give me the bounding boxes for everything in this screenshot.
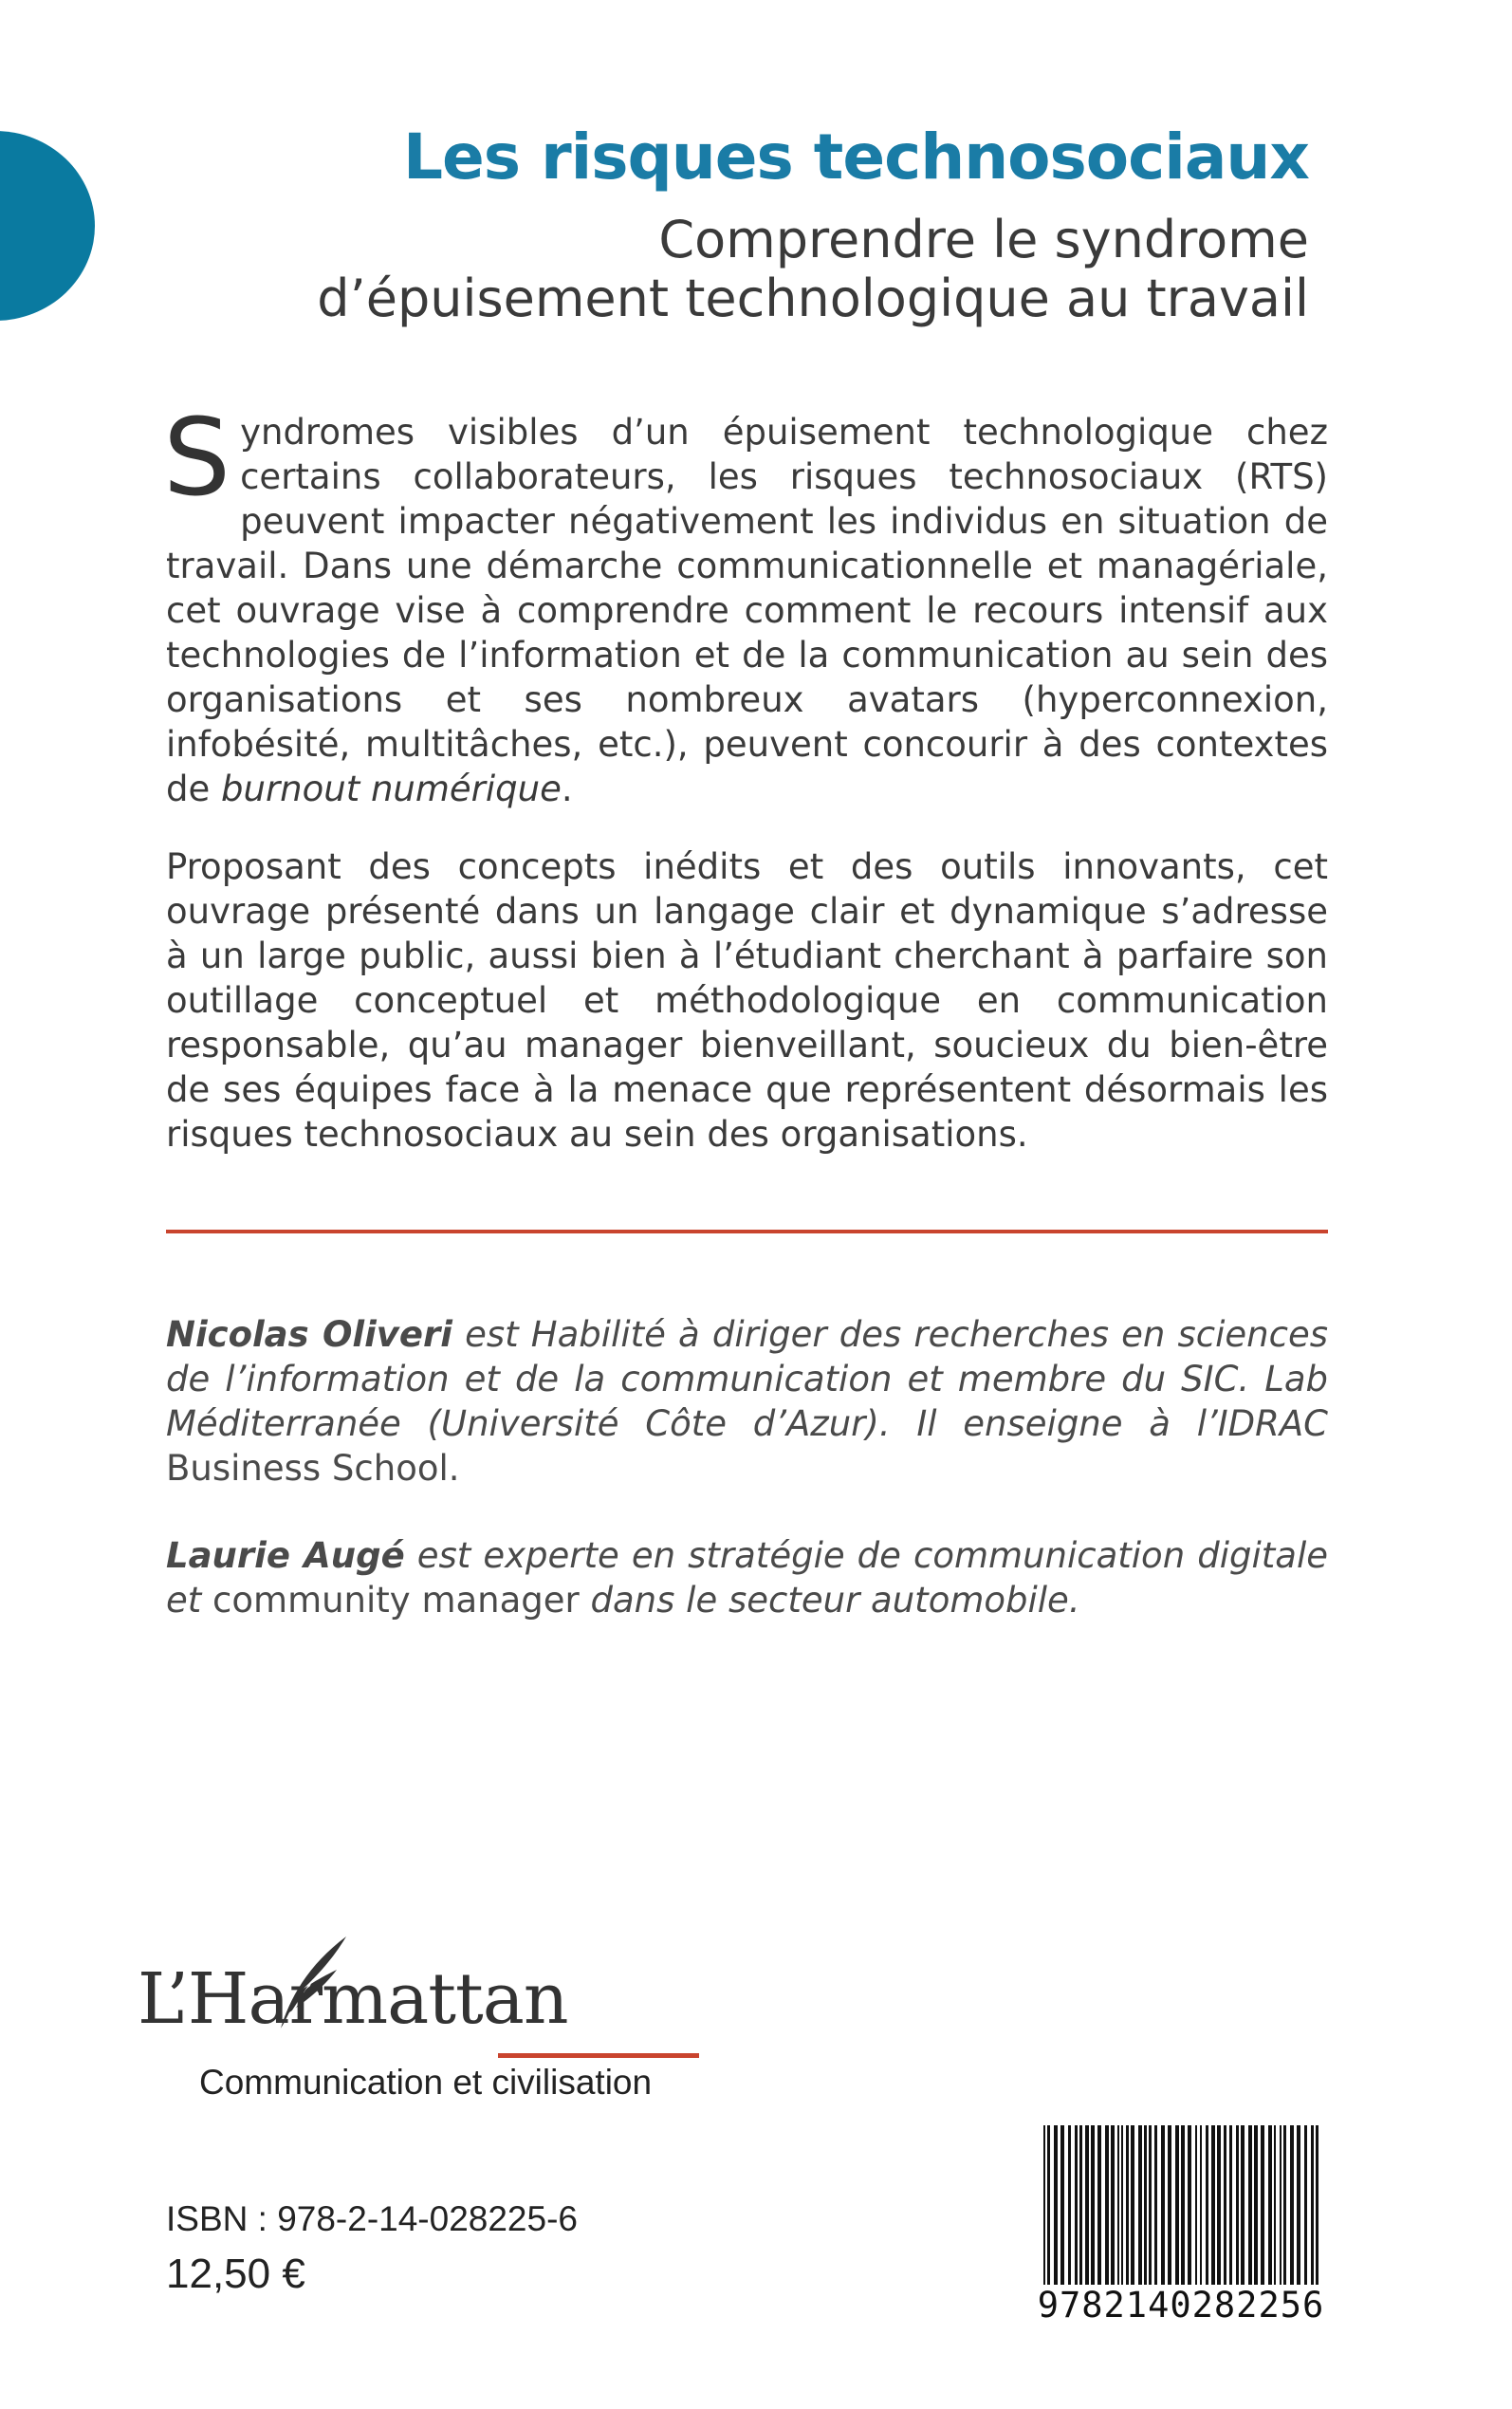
cover-tab-circle	[0, 131, 95, 321]
book-subtitle	[142, 211, 1309, 328]
section-divider	[166, 1230, 1328, 1233]
publisher-name: L’Harmattan	[138, 1958, 568, 2040]
blurb-paragraph-1	[163, 397, 1328, 811]
drop-cap: S	[163, 397, 231, 520]
blurb-p1-italic: burnout numérique	[221, 769, 562, 809]
collection-name: Communication et civilisation	[199, 2063, 653, 2102]
blurb-p1-text: yndromes visibles d’un épuisement technologique chez certains collaborateurs, les risques technosociaux (RTS) peuvent impacter négativement les individus en situation de travail. Dans une démarche communicationnelle et managériale, cet ouvrage vise à comprendre comment le recours intensif aux technologies de l’information et de la communication au sein des organisations et ses nombreux avatars (hyperconnexion, infobésité, multitâches, etc.), peuvent concourir à des contextes de	[166, 412, 1328, 809]
author-2-end: dans le secteur automobile.	[579, 1580, 1080, 1621]
logo-underline	[498, 2053, 699, 2058]
author-1-text: est Habilité à diriger des recherches en sciences de l’information et de la communication et membre du SIC. Lab Méditerranée (Université Côte d’Azur). Il enseigne à l’IDRAC	[166, 1314, 1328, 1444]
price-text: 12,50 €	[166, 2251, 305, 2297]
book-title: Les risques technosociaux	[402, 120, 1309, 194]
author-2-upright: community manager	[212, 1580, 580, 1621]
subtitle-line-1: Comprendre le syndrome	[658, 210, 1309, 269]
author-1-name: Nicolas Oliveri	[166, 1314, 452, 1355]
author-bio-1	[166, 1312, 1328, 1491]
subtitle-line-2: d’épuisement technologique au travail	[317, 269, 1309, 328]
blurb-p1-end: .	[561, 769, 573, 809]
author-bio-2	[166, 1533, 1328, 1622]
author-2-text: est experte en stratégie de communication digitale et	[166, 1535, 1328, 1621]
isbn-text: ISBN : 978-2-14-028225-6	[166, 2199, 578, 2238]
barcode-bars	[1036, 2125, 1330, 2287]
author-2-name: Laurie Augé	[166, 1535, 405, 1576]
blurb-paragraph-2: Proposant des concepts inédits et des outils innovants, cet ouvrage présenté dans un langage clair et dynamique s’adresse à un large public, aussi bien à l’étudiant cherchant à parfaire son outillage conceptuel et méthodologique en communication responsable, qu’au manager bienveillant, soucieux du bien-être de ses équipes face à la menace que représentent désormais les risques technosociaux au sein des organisations.	[166, 846, 1328, 1155]
publisher-logo	[138, 1932, 707, 2074]
author-1-upright: Business School.	[166, 1448, 460, 1489]
barcode-digits: 9782140282256	[1029, 2285, 1333, 2326]
